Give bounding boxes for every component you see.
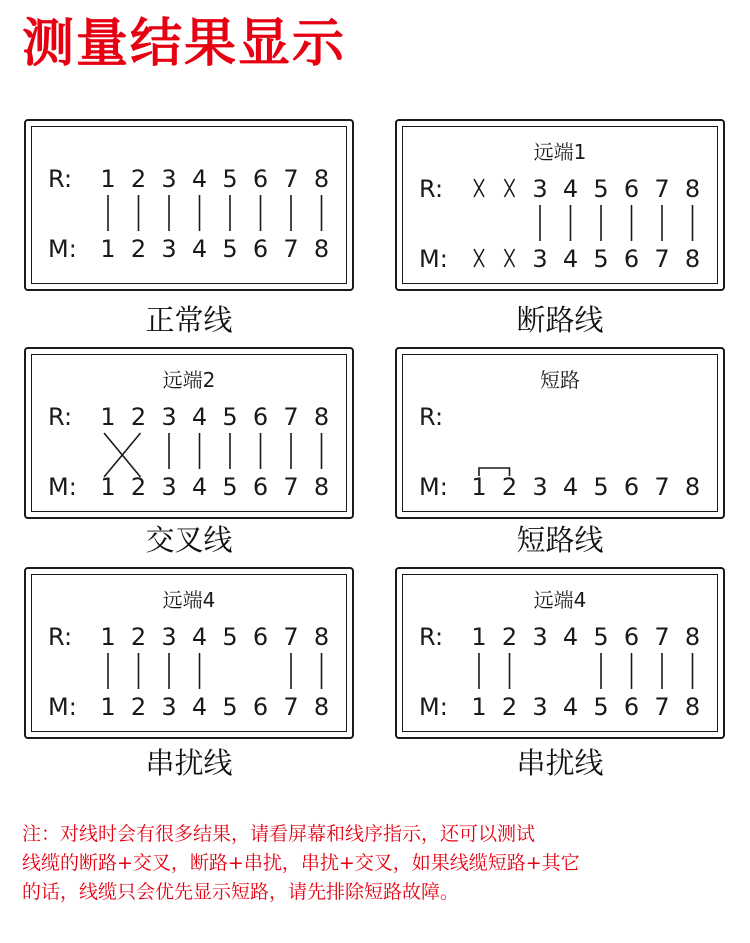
panel-caption-crosstalk-b: 串扰线	[516, 746, 604, 780]
pin-label-r: 2	[130, 403, 147, 431]
panel-subtitle: 短路	[540, 368, 580, 392]
pin-label-m: 1	[471, 473, 487, 501]
pin-label-m: 4	[562, 693, 579, 721]
pin-label-m: 7	[283, 235, 299, 263]
pin-label-m: 7	[654, 693, 670, 721]
page-title: 测量结果显示	[22, 14, 347, 74]
pin-label-m: 2	[130, 235, 147, 263]
pin-label-r: 3	[161, 403, 177, 431]
pin-label-m: 6	[623, 245, 640, 273]
panel-caption-open: 断路线	[516, 303, 604, 337]
row-label-m: M:	[419, 693, 448, 721]
pin-label-m: 7	[654, 473, 670, 501]
pin-label-r: 5	[222, 165, 238, 193]
pin-label-r: 6	[252, 403, 269, 431]
pin-label-m: 5	[222, 693, 238, 721]
pin-label-r: 2	[501, 623, 518, 651]
pin-label-r: 5	[593, 623, 609, 651]
pin-label-r: 4	[562, 623, 579, 651]
pin-label-m: 3	[161, 693, 177, 721]
row-label-r: R:	[48, 165, 73, 193]
pin-label-r: 4	[191, 623, 208, 651]
row-label-r: R:	[48, 623, 73, 651]
panel-diagram-short	[397, 349, 723, 517]
pin-label-r: 4	[191, 165, 208, 193]
pin-label-m: 4	[562, 245, 579, 273]
pin-label-r: 5	[222, 623, 238, 651]
pin-label-r: 7	[283, 403, 299, 431]
row-label-r: R:	[419, 403, 444, 431]
pin-label-r: 8	[313, 165, 330, 193]
result-panel-cross	[24, 347, 354, 519]
pin-label-r: 3	[161, 165, 177, 193]
pin-label-m: 7	[283, 473, 299, 501]
pin-label-m: 5	[593, 693, 609, 721]
pin-label-r: 8	[313, 623, 330, 651]
panel-diagram-normal	[26, 121, 352, 289]
open-mark	[505, 179, 515, 197]
panel-caption-short: 短路线	[516, 523, 604, 557]
pin-label-r: 8	[684, 175, 701, 203]
pin-label-m: 4	[562, 473, 579, 501]
row-label-m: M:	[419, 245, 448, 273]
pin-label-r: 8	[684, 623, 701, 651]
result-panel-short	[395, 347, 725, 519]
result-panel-crosstalk-a	[24, 567, 354, 739]
pin-label-r: 2	[130, 165, 147, 193]
pin-label-r: 3	[532, 175, 548, 203]
note-line: 线缆的断路+交叉，断路+串扰，串扰+交叉，如果线缆短路+其它	[22, 852, 580, 874]
pin-label-m: 5	[222, 235, 238, 263]
pin-label-m: 5	[222, 473, 238, 501]
pin-label-r: 3	[161, 623, 177, 651]
pin-label-r: 1	[471, 623, 487, 651]
panel-diagram-crosstalk-b	[397, 569, 723, 737]
pin-label-m: 6	[252, 235, 269, 263]
pin-label-m: 7	[654, 245, 670, 273]
pin-label-r: 7	[283, 623, 299, 651]
pin-label-m: 2	[130, 693, 147, 721]
note-line: 的话，线缆只会优先显示短路，请先排除短路故障。	[22, 881, 460, 903]
panel-diagram-open	[397, 121, 723, 289]
result-panel-open	[395, 119, 725, 291]
result-panel-normal	[24, 119, 354, 291]
row-label-m: M:	[48, 235, 77, 263]
open-mark	[474, 179, 484, 197]
pin-label-r: 6	[252, 165, 269, 193]
row-label-r: R:	[419, 175, 444, 203]
row-label-m: M:	[48, 473, 77, 501]
pin-label-m: 8	[313, 235, 330, 263]
pin-label-m: 3	[532, 245, 548, 273]
note-line: 注：对线时会有很多结果，请看屏幕和线序指示，还可以测试	[22, 823, 536, 845]
pin-label-m: 3	[161, 473, 177, 501]
pin-label-r: 8	[313, 403, 330, 431]
pin-label-m: 4	[191, 693, 208, 721]
pin-label-r: 4	[562, 175, 579, 203]
pin-label-m: 2	[130, 473, 147, 501]
pin-label-m: 1	[100, 473, 116, 501]
pin-label-r: 1	[100, 165, 116, 193]
pin-label-m: 8	[684, 245, 701, 273]
pin-label-r: 7	[283, 165, 299, 193]
open-mark	[505, 249, 515, 267]
pin-label-m: 5	[593, 245, 609, 273]
pin-label-m: 6	[623, 473, 640, 501]
pin-label-r: 2	[130, 623, 147, 651]
pin-label-r: 5	[222, 403, 238, 431]
pin-label-r: 5	[593, 175, 609, 203]
pin-label-m: 1	[471, 693, 487, 721]
pin-label-m: 2	[501, 693, 518, 721]
pin-label-r: 6	[623, 623, 640, 651]
pin-label-r: 3	[532, 623, 548, 651]
pin-label-m: 3	[532, 693, 548, 721]
row-label-r: R:	[419, 623, 444, 651]
panel-subtitle: 远端1	[533, 140, 587, 164]
usage-note	[22, 820, 728, 907]
pin-label-m: 7	[283, 693, 299, 721]
pin-label-r: 6	[623, 175, 640, 203]
panel-caption-normal: 正常线	[145, 303, 233, 337]
panel-subtitle: 远端4	[533, 588, 587, 612]
pin-label-m: 3	[161, 235, 177, 263]
pin-label-m: 8	[684, 693, 701, 721]
panel-caption-crosstalk-a: 串扰线	[145, 746, 233, 780]
pin-label-r: 7	[654, 623, 670, 651]
row-label-m: M:	[419, 473, 448, 501]
panel-diagram-cross	[26, 349, 352, 517]
pin-label-r: 4	[191, 403, 208, 431]
pin-label-m: 6	[252, 693, 269, 721]
pin-label-m: 1	[100, 693, 116, 721]
pin-label-m: 3	[532, 473, 548, 501]
pin-label-r: 7	[654, 175, 670, 203]
pin-label-m: 1	[100, 235, 116, 263]
pin-label-m: 4	[191, 473, 208, 501]
panel-subtitle: 远端2	[162, 368, 216, 392]
pin-label-m: 8	[684, 473, 701, 501]
pin-label-r: 1	[100, 623, 116, 651]
pin-label-r: 6	[252, 623, 269, 651]
pin-label-m: 8	[313, 693, 330, 721]
result-panel-crosstalk-b	[395, 567, 725, 739]
pin-label-m: 2	[501, 473, 518, 501]
pin-label-m: 6	[252, 473, 269, 501]
pin-label-m: 6	[623, 693, 640, 721]
pin-label-m: 8	[313, 473, 330, 501]
panel-subtitle: 远端4	[162, 588, 216, 612]
open-mark	[474, 249, 484, 267]
panel-diagram-crosstalk-a	[26, 569, 352, 737]
pin-label-m: 5	[593, 473, 609, 501]
pin-label-r: 1	[100, 403, 116, 431]
pin-label-m: 4	[191, 235, 208, 263]
panel-caption-cross: 交叉线	[145, 523, 233, 557]
row-label-r: R:	[48, 403, 73, 431]
row-label-m: M:	[48, 693, 77, 721]
